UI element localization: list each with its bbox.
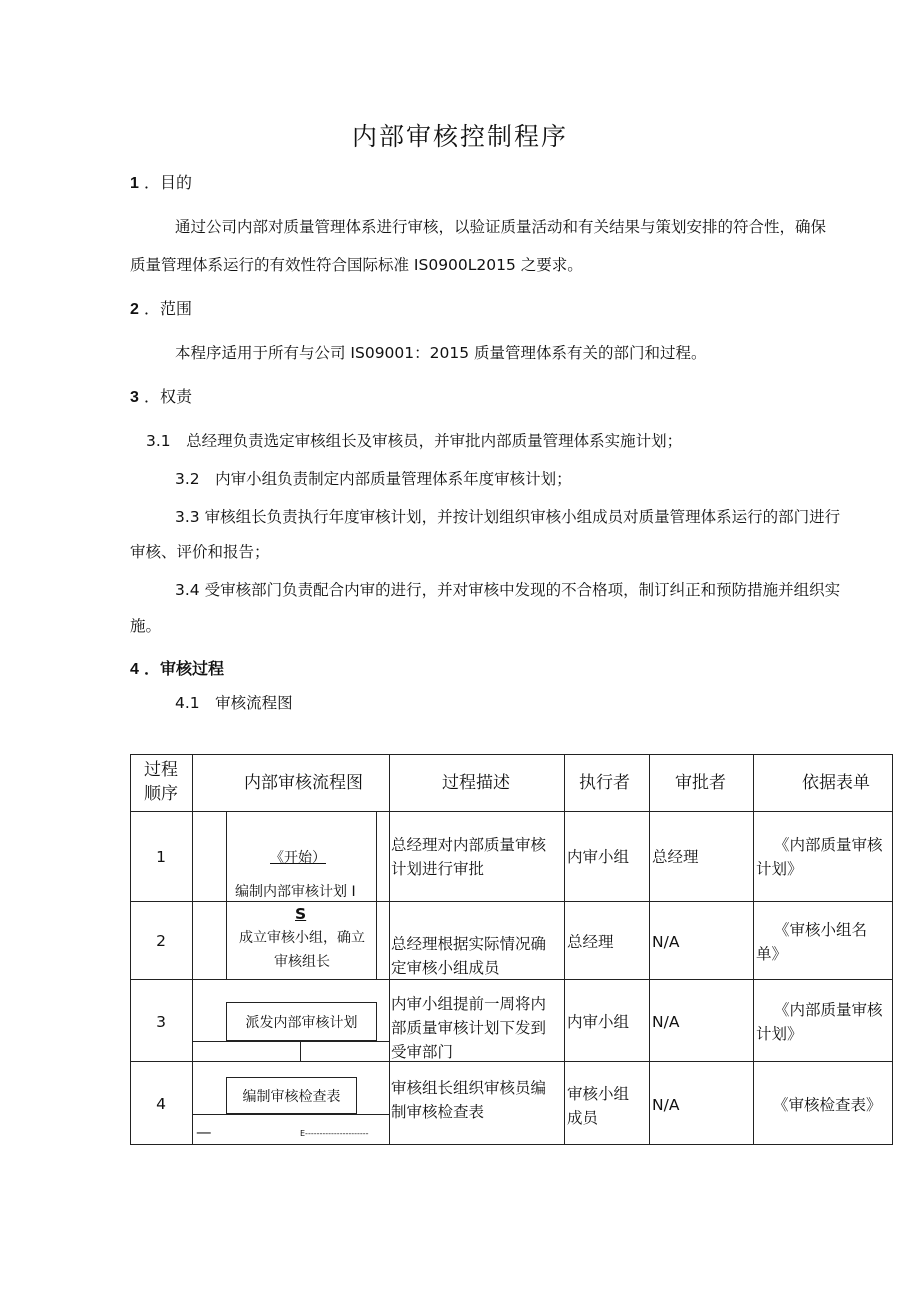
responsibility-3-3-line-2: 审核、评价和报告；: [130, 543, 270, 561]
row-2-executor: 总经理: [567, 933, 614, 951]
row-4-flow-trail: E----------------------: [300, 1129, 369, 1138]
row-3-seq: 3: [156, 1013, 166, 1031]
subsection-4-1: 4.1 审核流程图: [175, 694, 293, 712]
section-heading-responsibility: 3 ．权责: [130, 387, 193, 406]
row-4-form: 《审核检查表》: [773, 1096, 882, 1114]
row-4-description: 审核组长组织审核员编 制审核检查表: [391, 1079, 547, 1121]
audit-process-table: [130, 754, 893, 1146]
responsibility-3-4-line-2: 施。: [130, 617, 162, 635]
table-col-divider: [192, 754, 193, 1145]
table-col-divider: [389, 754, 390, 1145]
section-heading-scope: 2 ．范围: [130, 299, 193, 318]
responsibility-3-1: 3.1 总经理负责选定审核组长及审核员，并审批内部质量管理体系实施计划；: [146, 432, 683, 450]
row-2-flow-step: 成立审核小组，确立 审核组长: [239, 930, 365, 970]
row-4-flow-dash: —: [196, 1123, 212, 1141]
section-heading-audit-process: 4 ．审核过程: [130, 659, 225, 678]
row-1-approver: 总经理: [652, 848, 699, 866]
header-seq: 过程 顺序: [144, 760, 178, 804]
responsibility-3-3-line-1: 3.3 审核组长负责执行年度审核计划，并按计划组织审核小组成员对质量管理体系运行的部门进行: [175, 508, 841, 526]
row-3-approver: N/A: [652, 1013, 680, 1031]
table-col-divider: [649, 754, 650, 1145]
row-3-flow-box: 派发内部审核计划: [226, 1002, 377, 1041]
table-border-top: [130, 754, 893, 755]
row-4-flow-box: 编制审核检查表: [226, 1077, 357, 1114]
row-1-form: 《内部质量审核 计划》: [756, 836, 883, 878]
table-col-divider: [753, 754, 754, 1145]
row-3-description: 内审小组提前一周将内 部质量审核计划下发到 受审部门: [391, 995, 547, 1061]
row-2-description: 总经理根据实际情况确 定审核小组成员: [391, 935, 547, 977]
flow-connector: [300, 1041, 301, 1061]
row-1-seq: 1: [156, 848, 166, 866]
table-row-divider: [130, 811, 893, 812]
row-4-seq: 4: [156, 1095, 166, 1113]
table-border-right: [892, 754, 893, 1145]
flow-connector: [192, 1041, 389, 1042]
purpose-text-line-2: 质量管理体系运行的有效性符合国际标准 IS0900L2015 之要求。: [130, 256, 583, 274]
row-1-description: 总经理对内部质量审核 计划进行审批: [391, 836, 547, 878]
flow-connector: [192, 1114, 389, 1115]
scope-text: 本程序适用于所有与公司 IS09001：2015 质量管理体系有关的部门和过程。: [175, 344, 707, 362]
row-3-form: 《内部质量审核 计划》: [756, 1001, 883, 1043]
header-description: 过程描述: [442, 773, 510, 793]
row-1-executor: 内审小组: [567, 848, 630, 866]
row-4-executor: 审核小组 成员: [567, 1085, 630, 1127]
row-2-approver: N/A: [652, 933, 680, 951]
section-heading-purpose: 1 ．目的: [130, 173, 193, 192]
row-2-flow-arrow-mark: S: [295, 905, 307, 923]
row-1-flow-step: 编制内部审核计划 I: [235, 884, 356, 900]
header-approver: 审批者: [675, 773, 726, 793]
responsibility-3-2: 3.2 内审小组负责制定内部质量管理体系年度审核计划；: [175, 470, 572, 488]
row-2-form: 《审核小组名 单》: [756, 921, 868, 963]
header-flowchart: 内部审核流程图: [244, 773, 363, 793]
page-title: 内部审核控制程序: [351, 122, 568, 151]
purpose-text-line-1: 通过公司内部对质量管理体系进行审核，以验证质量活动和有关结果与策划安排的符合性，确保: [175, 218, 827, 236]
row-1-flow-start: 《开始）: [270, 850, 326, 866]
row-4-approver: N/A: [652, 1096, 680, 1114]
responsibility-3-4-line-1: 3.4 受审核部门负责配合内审的进行，并对审核中发现的不合格项，制订纠正和预防措施并组织实: [175, 581, 841, 599]
table-col-divider: [564, 754, 565, 1145]
header-executor: 执行者: [579, 773, 630, 793]
table-border-bottom: [130, 1144, 893, 1145]
row-2-seq: 2: [156, 932, 166, 950]
header-form: 依据表单: [802, 773, 870, 793]
row-3-executor: 内审小组: [567, 1013, 630, 1031]
